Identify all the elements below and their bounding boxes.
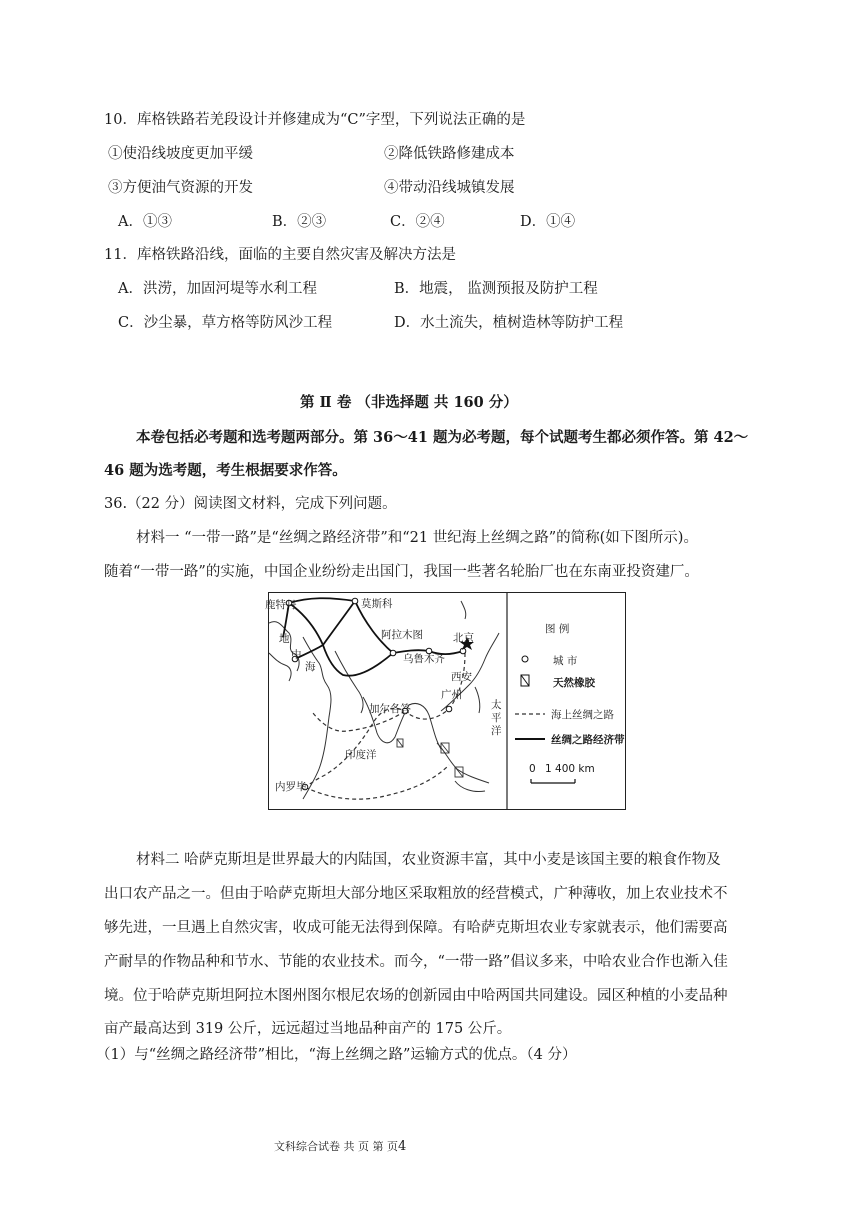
- legend-scale-zero: 0: [529, 763, 536, 775]
- city-beijing: 北京: [453, 632, 474, 644]
- city-moscow: 莫斯科: [361, 598, 393, 610]
- q10-option-4: ④带动沿线城镇发展: [384, 180, 515, 196]
- q36-stem: 36.（22 分）阅读图文材料，完成下列问题。: [104, 496, 397, 512]
- region-indian-ocean: 印度洋: [345, 749, 377, 761]
- city-nairobi: 内罗毕: [275, 781, 307, 793]
- q36-material2-line4: 产耐旱的作物品种和节水、节能的农业技术。而今，“一带一路”倡议多来，中哈农业合作也渐入佳: [104, 954, 728, 970]
- q10-choice-b: B．②③: [272, 214, 327, 230]
- part2-intro-line2: 46 题为选考题，考生根据要求作答。: [104, 462, 347, 479]
- q11-choice-d: D．水土流失，植树造林等防护工程: [394, 315, 624, 331]
- q10-option-1: ①使沿线坡度更加平缓: [108, 146, 253, 162]
- q10-stem: 10．库格铁路若羌段设计并修建成为“C”字型，下列说法正确的是: [104, 112, 526, 128]
- region-pacific-1: 太: [491, 699, 502, 711]
- q36-material1-line2: 随着“一带一路”的实施，中国企业纷纷走出国门，我国一些著名轮胎厂也在东南亚投资建厂。: [104, 564, 699, 580]
- legend-land-route: 丝绸之路经济带: [551, 734, 625, 746]
- footer-text: 文科综合试卷 共 页 第 页: [274, 1140, 398, 1153]
- city-almaty: 阿拉木图: [381, 629, 423, 641]
- region-di: 地: [279, 633, 290, 645]
- city-rotterdam: 鹿特丹: [265, 599, 297, 611]
- q36-material1-line1: 材料一 “一带一路”是“丝绸之路经济带”和“21 世纪海上丝绸之路”的简称(如下图所示)。: [136, 530, 698, 546]
- legend-rubber: 天然橡胶: [553, 677, 595, 689]
- q36-material2-line2: 出口农产品之一。但由于哈萨克斯坦大部分地区采取粗放的经营模式，广种薄收，加上农业技术不: [104, 886, 728, 902]
- belt-and-road-map: [265, 592, 626, 810]
- q11-stem: 11．库格铁路沿线，面临的主要自然灾害及解决方法是: [104, 247, 456, 263]
- q36-material2-line3: 够先进，一旦遇上自然灾害，收成可能无法得到保障。有哈萨克斯坦农业专家就表示，他们需要高: [104, 920, 728, 936]
- legend-title: 图 例: [545, 623, 570, 635]
- part2-intro-line1: 本卷包括必考题和选考题两部分。第 36～41 题为必考题，每个试题考生都必须作答。第 42～: [136, 429, 749, 446]
- q36-material2-line6: 亩产最高达到 319 公斤，远远超过当地品种亩产的 175 公斤。: [104, 1021, 512, 1037]
- legend-sea-route: 海上丝绸之路: [551, 709, 614, 721]
- q11-choice-c: C．沙尘暴，草方格等防风沙工程: [118, 315, 333, 331]
- q10-choice-c: C．②④: [390, 214, 445, 230]
- legend-scale-value: 1 400 km: [545, 763, 595, 775]
- q10-choice-a: A．①③: [118, 214, 172, 230]
- region-zhong: 中: [291, 649, 302, 661]
- q11-choice-b: B．地震， 监测预报及防护工程: [394, 281, 598, 297]
- region-pacific-2: 平: [491, 712, 502, 724]
- part2-title: 第 Ⅱ 卷 （非选择题 共 160 分）: [300, 394, 518, 411]
- footer-page-number: 4: [398, 1139, 407, 1154]
- region-pacific-3: 洋: [491, 725, 502, 737]
- city-guangzhou: 广州: [441, 689, 462, 701]
- q36-material2-line5: 境。位于哈萨克斯坦阿拉木图州图尔根尼农场的创新园由中哈两国共同建设。园区种植的小麦品种: [104, 988, 728, 1004]
- q36-sub-question-1: （1）与“丝绸之路经济带”相比，“海上丝绸之路”运输方式的优点。（4 分）: [96, 1047, 577, 1063]
- legend-city: 城 市: [553, 655, 578, 667]
- city-urumqi: 乌鲁木齐: [403, 653, 445, 665]
- page-footer: [274, 1138, 406, 1154]
- region-hai: 海: [305, 661, 316, 673]
- city-kolkata: 加尔各答: [369, 703, 411, 715]
- q36-material2-line1: 材料二 哈萨克斯坦是世界最大的内陆国，农业资源丰富，其中小麦是该国主要的粮食作物及: [136, 852, 721, 868]
- q11-choice-a: A．洪涝，加固河堤等水利工程: [118, 281, 317, 297]
- q10-choice-d: D．①④: [520, 214, 576, 230]
- q10-option-3: ③方便油气资源的开发: [108, 180, 253, 196]
- q10-option-2: ②降低铁路修建成本: [384, 146, 515, 162]
- city-xian: 西安: [451, 671, 472, 683]
